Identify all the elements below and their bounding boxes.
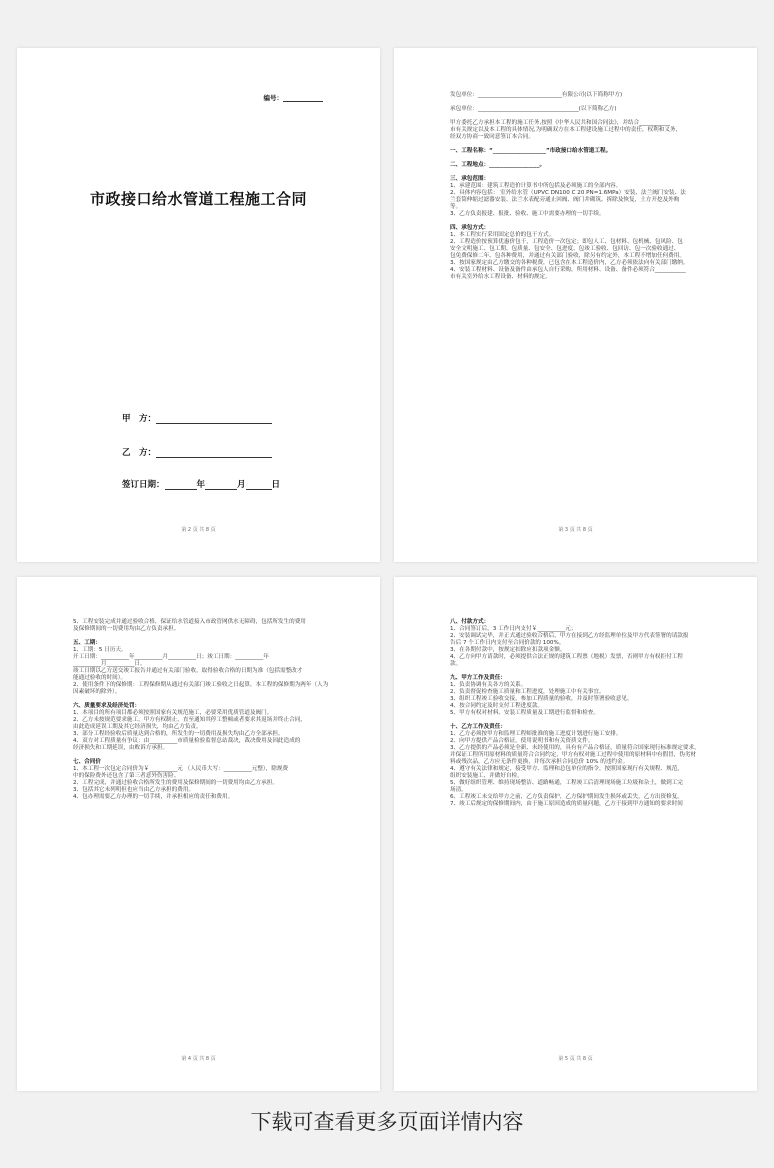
- body-line: 2、工程造价按预算优惠价包干，工程造价一次包定；即包人工、包材料、包机械、包风险、包: [450, 239, 683, 245]
- body-line: 发包单位：______________________________有限公司(以下简称甲方): [450, 92, 623, 98]
- blank-line: [450, 169, 717, 176]
- body-line: 1、工期：5 日历天。: [73, 647, 127, 653]
- body-line: 4、安装工程材料、设备及备件由承包人自行采购，所用材料、设备、备件必须符合___________: [450, 267, 686, 273]
- body-line: 7、竣工后规定的保修期间内，由于施工原因造成的质量问题，乙方于接到甲方通知的要求时间: [450, 801, 683, 807]
- section-heading: 十、乙方工作及责任：: [450, 724, 506, 730]
- body-line: 能通过验收的时间）。: [73, 675, 127, 681]
- body-line: 1、负责协调有关各方的关系。: [450, 682, 527, 688]
- body-line: 4、乙方向甲方请款时，必须提供合法正规的建筑工程票（地税）发票，否则甲方有权拒付工程: [450, 654, 683, 660]
- page-number: 第 2 页 共 8 页: [181, 527, 216, 533]
- blank-line: [450, 99, 717, 106]
- page-number: 第 5 页 共 8 页: [558, 1056, 593, 1062]
- body-line: 场清。: [450, 787, 467, 793]
- body-line: 2、使用条件下的保修期：工程保修期从通过有关部门竣工验收之日起算，本工程的保修期为两年（人为: [73, 682, 329, 688]
- body-line: 经济损失和工期延误，由败诉方承担。: [73, 745, 169, 751]
- sign-date-line: 签订日期： 年 月 日: [122, 480, 281, 490]
- contract-title: 市政接口给水管道工程施工合同: [89, 190, 307, 208]
- body-line: 中的保险费外还包含了第三者意外伤害险。: [73, 773, 180, 779]
- body-line: 1、本工程一次包定合同价为￥__________元 （人民币大写：__________元整），除规费: [73, 766, 289, 772]
- body-line: 2、工程完成，并通过验收合格所发生的费用及保修期间的一切费用均由乙方承担。: [73, 780, 278, 786]
- blank-line: [450, 141, 717, 148]
- body-line: __________月__________日。: [73, 661, 146, 667]
- page-2: [394, 48, 757, 562]
- body-line: 5、做好组织管理、维持现场整洁、道路畅通，工程竣工后清理现场施工垃圾和杂土，做到工完: [450, 780, 683, 786]
- body-line: 3、乙方提供的产品必须是全新、未经使用的，具有有产品合格证，质量符合国家现行标准规定要求，: [450, 745, 700, 751]
- section-heading: 六、质量要求及经济处罚：: [73, 703, 141, 709]
- party-a-line: 甲 方：: [122, 412, 272, 424]
- section-heading: 七、合同价: [73, 759, 101, 765]
- body-line: 3、按国家规定由乙方缴交的各种税费，已包含在本工程造价内，乙方必须依法向有关部门缴纳。: [450, 260, 689, 266]
- page-number: 第 4 页 共 8 页: [181, 1056, 216, 1062]
- body-line: 2、乙方未按规范要求施工，甲方有权制止，直至通知其停工整顿或者要求其返场并终止合同，: [73, 717, 306, 723]
- body-line: 1、本工程实行采用固定总价的包干方式。: [450, 232, 555, 238]
- section-heading: 三、承包范围：: [450, 176, 490, 182]
- blank-line: [450, 113, 717, 120]
- body-line: 包免费保修二年、包各种费用，并通过有关部门验收，除另有约定外，本工程不增加任何费用。: [450, 253, 685, 259]
- body-line: 1、乙方必须按甲方和监理工程师批准的施工进度计划进行施工安排。: [450, 731, 622, 737]
- page-body: [450, 619, 717, 808]
- body-line: 6、工程竣工未交给甲方之前，乙方负责保护，乙方保护期间发生损坏或丢失，乙方出资修复。: [450, 794, 683, 800]
- body-line: 竣工日期以乙方送交竣工报告并通过有关部门验收，取得验收合格的日期为准（包括需整改才: [73, 668, 303, 674]
- body-line: 安全文明施工、包工期、包质量、包安全、包进度、包竣工验收、包回访、包一次验收通过、: [450, 246, 680, 252]
- body-line: 4、按合同约定及时支付工程进度款。: [450, 703, 544, 709]
- party-b-line: 乙 方：: [122, 446, 272, 458]
- body-line: 承包单位：____________________________________(以下简称乙方): [450, 106, 617, 112]
- page-body: [450, 92, 717, 281]
- blank-line: [450, 218, 717, 225]
- section-heading: 五、工期：: [73, 640, 101, 646]
- body-line: 因素破坏的除外）。: [73, 689, 121, 695]
- body-line: 及保修期间的一切费用均由乙方负责承担。: [73, 626, 180, 632]
- body-line: 2、安装调试完毕，并正式通过验收合格后，甲方在接到乙方经监理单位及甲方代表签署的请款报: [450, 633, 689, 639]
- body-line: 2、具体内容包括： 室外给水管（UPVC DN100 C 20 PN=1.6MPa）安装、法兰阀门安装、法: [450, 190, 686, 196]
- body-line: 料或残次品，乙方应无条件更换，并每次承担合同总价 10% 的违约金。: [450, 759, 629, 765]
- page-cover: [17, 48, 380, 562]
- blank-line: [450, 717, 717, 724]
- page-body: [73, 619, 340, 801]
- body-line: 3、部分工程经验收后质量达到合格的，所发生的一切费用及损失均由乙方全部承担。: [73, 731, 284, 737]
- section-heading: 二、工程地点：__________________。: [450, 162, 546, 168]
- body-line: 4、双方对工程质量有争议：由__________市质量检验监督总站裁决，裁决费用及因此造成的: [73, 738, 301, 744]
- body-line: 4、遵守有关法律和规定，接受甲方、监理和总包单位的指令，按照国家现行有关规程、规范，: [450, 766, 683, 772]
- body-line: 1、合同签订后，3 工作日内支付￥__________元；: [450, 626, 577, 632]
- section-heading: 四、承包方式：: [450, 225, 490, 231]
- blank-line: [73, 752, 340, 759]
- section-heading: 一、工程名称：“___________________”市政接口给水管道工程。: [450, 148, 612, 154]
- body-line: 等。: [450, 204, 462, 210]
- blank-line: [450, 155, 717, 162]
- body-line: 3、在各期付款中，按规定扣除应扣款项金额。: [450, 647, 566, 653]
- body-line: 告后 7 个工作日内支付至合同价款的 100%。: [450, 640, 565, 646]
- body-line: 3、组织工程竣工验收交接，参加工程质量的验收，并及时签署验收意见。: [450, 696, 633, 702]
- contract-number-blank: [283, 95, 323, 102]
- blank-line: [73, 696, 340, 703]
- blank-line: [73, 633, 340, 640]
- body-line: 由此造成延误工期及其它经济损失，均由乙方负责。: [73, 724, 202, 730]
- body-line: 并保证工程所用原材料的质量符合合同约定，甲方有权对施工过程中使用的原材料中有假冒，伪劣材: [450, 752, 697, 758]
- body-line: 3、乙方负责报建、报批、验收、施工中需要办理的一切手续。: [450, 211, 605, 217]
- blank-line: [450, 668, 717, 675]
- section-heading: 八、付款方式：: [450, 619, 490, 625]
- page-3: [17, 577, 380, 1091]
- body-line: 5、工程安装完成并通过验收合格，保证给水管道接入市政管网供水无障碍，包括所发生的费用: [73, 619, 306, 625]
- page-4: [394, 577, 757, 1091]
- body-line: 4、包办理需要乙方办理的一切手续，并承担相应的责任和费用。: [73, 794, 234, 800]
- body-line: 2、负责督促检查施工质量和工程进度，处理施工中有关事宜。: [450, 689, 605, 695]
- body-line: 开工日期：__________年__________月__________日；竣工日期：__________年: [73, 654, 269, 660]
- body-line: 1、本项目的所有项目都必须按照国家有关规范施工，必要采用优质管道及阀门。: [73, 710, 273, 716]
- body-line: 组织安装施工，并做好自检。: [450, 773, 523, 779]
- body-line: 甲方委托乙方承担本工程的施工任务,按照《中华人民共和国合同法》，并结合___________: [450, 120, 670, 126]
- body-line: 1、承建范围：建筑工程造价计算书中所包括及必须施工的全部内容。: [450, 183, 622, 189]
- body-line: 3、包括其它未列明但也应当由乙方承担的费用。: [73, 787, 195, 793]
- download-caption[interactable]: 下载可查看更多页面详情内容: [250, 1110, 524, 1134]
- body-line: 市有关规定以及本工程的具体情况,为明确双方在本工程建设施工过程中的责任，权利和义务,: [450, 127, 678, 133]
- page-number: 第 3 页 共 8 页: [558, 527, 593, 533]
- body-line: 款。: [450, 661, 462, 667]
- body-line: 兰套筒伸缩过滤器安装、法兰水表配旁通止回阀、阀门井砌筑、拆除及恢复，土方开挖及外购: [450, 197, 680, 203]
- body-line: 5、甲方有权对材料、安装工程质量及工期进行监督和检查。: [450, 710, 599, 716]
- body-line: 市有关室外给水工程设备、材料的规定。: [450, 274, 551, 280]
- contract-number: 编号：: [264, 93, 324, 102]
- body-line: 经双方协商一致同意签订本合同。: [450, 134, 534, 140]
- body-line: 2、向甲方提供产品合格证，使用说明书和有关资质文件。: [450, 738, 594, 744]
- section-heading: 九、甲方工作及责任：: [450, 675, 506, 681]
